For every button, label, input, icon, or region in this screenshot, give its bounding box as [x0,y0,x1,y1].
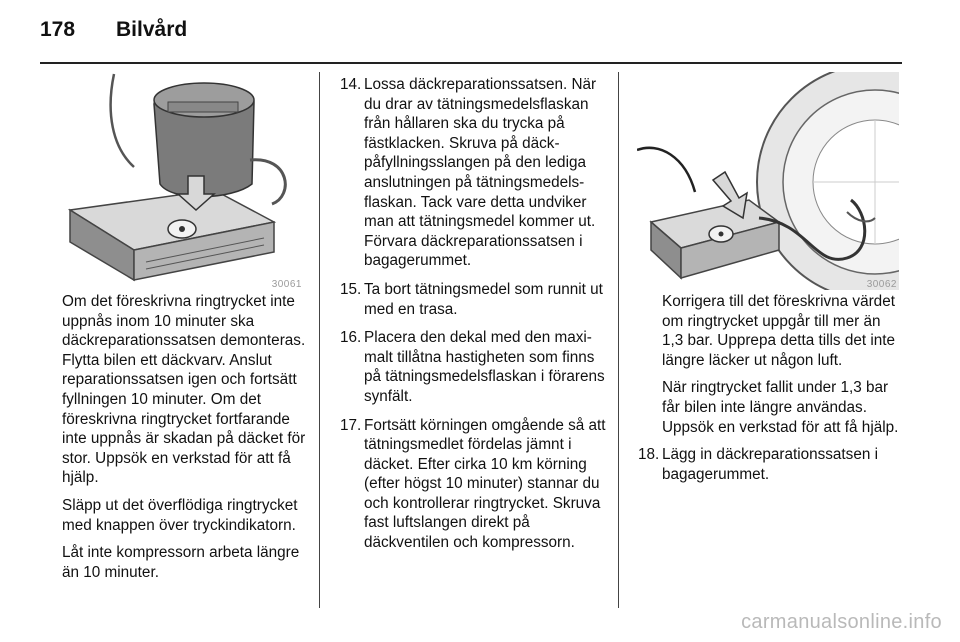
paragraph: Släpp ut det överflödiga ringtrycket med knappen över tryckindikatorn. [62,496,298,534]
compressor-sealant-bottle-icon [42,72,304,290]
step-item [340,416,608,553]
step-item [340,280,608,319]
step-item [638,445,900,484]
section-title: Bilvård [116,18,188,41]
compressor-hose-wheel-illustration [637,72,899,290]
column-divider [618,72,619,608]
step-text: Lossa däckreparationssatsen. När du drar av tätningsmedelsflaskan från hållaren ska du trycka på fästklacken. Skruva på däckpåfyllningsslangen på den lediga anslutningen på tätningsmedelsflaskan. Tack vare detta undviker man att tätningsmedel kommer ut. Förvara däckreparationssatsen i bagagerummet. [364,76,597,270]
step-text: Lägg in däckreparationssatsen i bagagerummet. [662,446,878,483]
column-1-text [62,292,306,590]
column-2-steps [340,75,608,562]
paragraph: Korrigera till det föreskrivna värdet om ringtrycket uppgår till mer än 1,3 bar. Upprepa detta tills det inte längre läcker ut någon luft. [662,293,896,369]
paragraph: Om det föreskrivna ringtrycket inte uppnås inom 10 minuter ska däckreparationssatsen demonteras. Flytta bilen ett däckvarv. Anslut reparationssatsen igen och fortsätt fyllningen 10 minuter. Om det föreskrivna ringtrycket fortfarande inte uppnås är skadan på däcket för stor. Uppsök en verkstad för att få hjälp. [62,293,306,487]
header-rule [40,62,902,64]
paragraph: När ringtrycket fallit under 1,3 bar får bilen inte längre användas. Uppsök en verkstad för att få hjälp. [662,379,899,436]
column-divider [319,72,320,608]
paragraph: Låt inte kompressorn arbeta längre än 10 minuter. [62,544,300,581]
figure-number: 30061 [271,279,302,290]
step-number: 17. [340,416,362,434]
step-number: 15. [340,280,362,298]
watermark: carmanualsonline.info [741,611,942,633]
figure-number: 30062 [866,279,897,290]
page-number: 178 [40,18,76,41]
column-3-text [638,292,900,493]
step-number: 16. [340,329,362,347]
step-text: Fortsätt körningen omgående så att tätningsmedlet fördelas jämnt i däcket. Efter cirka 10 km körning (efter högst 10 minuter) stannar du och kontrollerar ringtrycket. Skruva fast luftslangen direkt på däckventilen och kompressorn. [364,416,606,552]
compressor-hose-wheel-icon [637,72,899,290]
step-text: Placera den dekal med den maximalt tillåtna hastigheten som finns på tätningsmedelsflaskan i förarens synfält. [364,329,605,405]
step-text: Ta bort tätningsmedel som runnit ut med en trasa. [364,280,603,318]
compressor-sealant-bottle-illustration [42,72,304,290]
step-number: 18. [638,446,660,464]
step-item [340,75,608,271]
step-number: 14. [340,76,362,93]
step-item [340,328,608,406]
